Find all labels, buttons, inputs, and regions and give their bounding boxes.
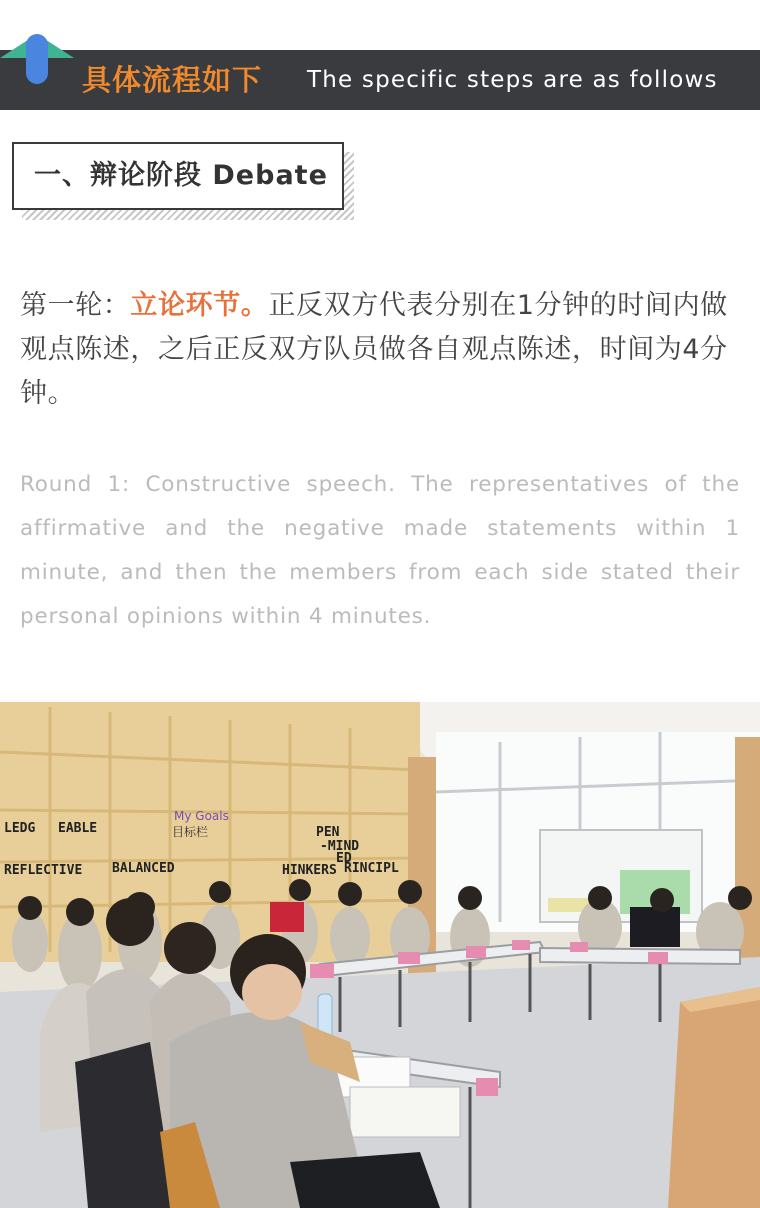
section-title-box <box>12 142 344 210</box>
shelf-word-8: HINKERS <box>282 863 337 878</box>
shelf-word-7: ED <box>336 851 352 866</box>
round1-prefix: 第一轮： <box>20 290 131 321</box>
header-title-cn: 具体流程如下 <box>82 63 263 97</box>
shelf-word-3: REFLECTIVE <box>4 863 83 878</box>
round1-cn-paragraph <box>20 284 742 416</box>
shelf-word-10: My Goals <box>174 809 229 823</box>
shelf-word-4: BALANCED <box>112 861 175 876</box>
up-arrow-icon <box>0 30 74 88</box>
shelf-word-11: 目标栏 <box>172 825 209 839</box>
header-bar <box>0 50 760 110</box>
shelf-word-5: PEN <box>316 825 340 840</box>
section-title: 一、辩论阶段 Debate <box>34 160 328 191</box>
round1-en-paragraph: Round 1: Constructive speech. The representatives of the affirmative and the negative made statements within 1 minute, and then the members from each side stated their personal opinions within 4 minutes. <box>20 472 740 629</box>
header-title-en: The specific steps are as follows <box>307 67 718 93</box>
shelf-word-6: -MIND <box>320 839 360 854</box>
shelf-word-1: LEDG <box>4 821 36 836</box>
round1-body: 正反双方代表分别在1分钟的时间内做观点陈述，之后正反双方队员做各自观点陈述，时间为4分钟。 <box>20 290 728 409</box>
shelf-word-2: EABLE <box>58 821 98 836</box>
round1-highlight: 立论环节。 <box>130 290 269 321</box>
classroom-debate-photo <box>0 702 760 1208</box>
shelf-word-9: RINCIPL <box>344 861 399 876</box>
